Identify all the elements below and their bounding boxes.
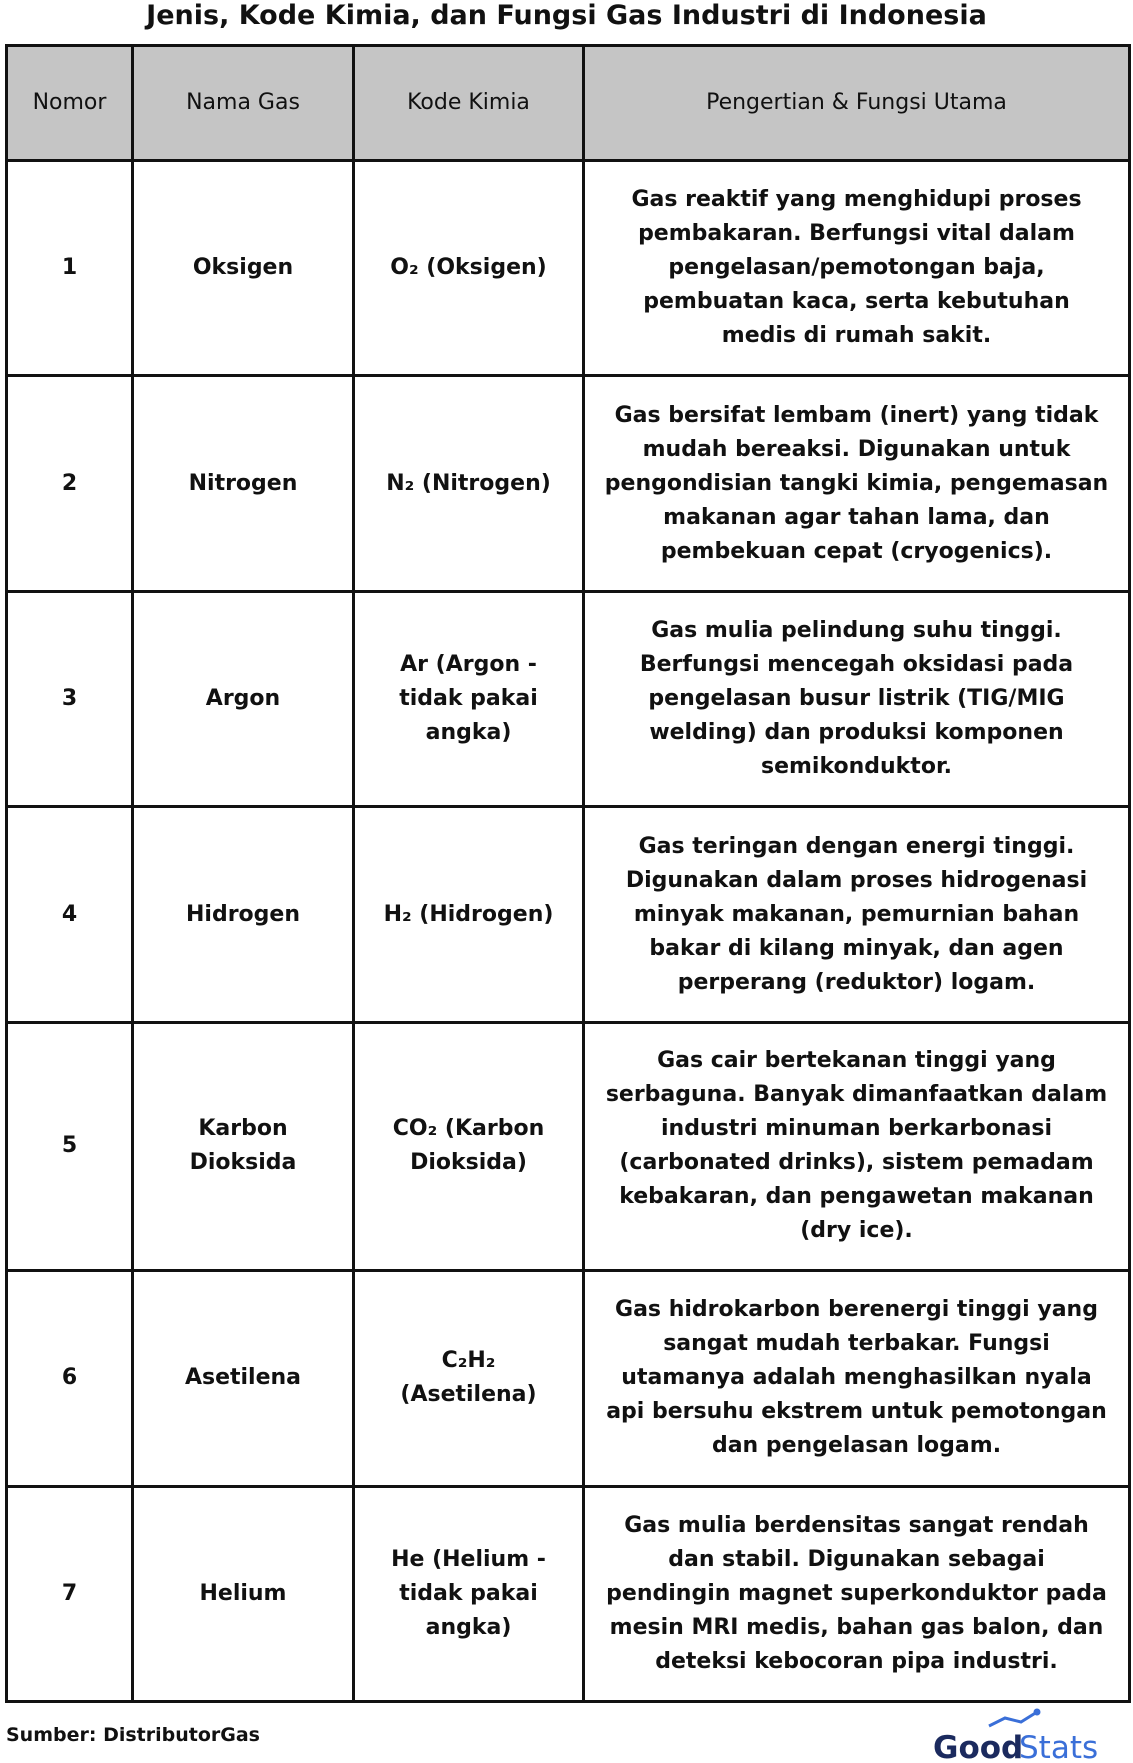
header-nama-gas: Nama Gas: [133, 46, 354, 161]
gas-name: Oksigen: [133, 161, 354, 376]
gas-description: Gas teringan dengan energi tinggi. Digunakan dalam proses hidrogenasi minyak makanan, pemurnian bahan bakar di kilang minyak, dan agen perperang (reduktor) logam.: [584, 807, 1130, 1022]
gas-name: Argon: [133, 591, 354, 806]
row-number: 7: [7, 1486, 133, 1701]
gas-description: Gas mulia berdensitas sangat rendah dan stabil. Digunakan sebagai pendingin magnet superkonduktor pada mesin MRI medis, bahan gas balon, dan deteksi kebocoran pipa industri.: [584, 1486, 1130, 1701]
gas-description: Gas mulia pelindung suhu tinggi. Berfungsi mencegah oksidasi pada pengelasan busur listrik (TIG/MIG welding) dan produksi komponen semikonduktor.: [584, 591, 1130, 806]
table-header: [7, 46, 1130, 161]
gas-description: Gas hidrokarbon berenergi tinggi yang sangat mudah terbakar. Fungsi utamanya adalah menghasilkan nyala api bersuhu ekstrem untuk pemotongan dan pengelasan logam.: [584, 1271, 1130, 1486]
header-nomor: Nomor: [7, 46, 133, 161]
logo-trend-line-icon: [989, 1712, 1037, 1726]
gas-table: [5, 44, 1131, 1703]
gas-name: Nitrogen: [133, 376, 354, 591]
table-body: [7, 161, 1130, 1702]
logo-text-good: Good: [933, 1730, 1024, 1763]
row-number: 3: [7, 591, 133, 806]
table-row: [7, 161, 1130, 376]
header-pengertian: Pengertian & Fungsi Utama: [584, 46, 1130, 161]
chemical-code: C₂H₂ (Asetilena): [354, 1271, 584, 1486]
chemical-code: CO₂ (Karbon Dioksida): [354, 1022, 584, 1270]
row-number: 2: [7, 376, 133, 591]
header-kode-kimia: Kode Kimia: [354, 46, 584, 161]
gas-description: Gas bersifat lembam (inert) yang tidak mudah bereaksi. Digunakan untuk pengondisian tangki kimia, pengemasan makanan agar tahan lama, dan pembekuan cepat (cryogenics).: [584, 376, 1130, 591]
logo-trend-dot-icon: [1034, 1709, 1041, 1716]
chemical-code: H₂ (Hidrogen): [354, 807, 584, 1022]
chemical-code: He (Helium - tidak pakai angka): [354, 1486, 584, 1701]
gas-name: Karbon Dioksida: [133, 1022, 354, 1270]
chemical-code: N₂ (Nitrogen): [354, 376, 584, 591]
row-number: 6: [7, 1271, 133, 1486]
row-number: 1: [7, 161, 133, 376]
table-row: [7, 807, 1130, 1022]
gas-name: Helium: [133, 1486, 354, 1701]
table-row: [7, 1271, 1130, 1486]
gas-name: Asetilena: [133, 1271, 354, 1486]
table-row: [7, 1486, 1130, 1701]
gas-description: Gas reaktif yang menghidupi proses pembakaran. Berfungsi vital dalam pengelasan/pemotongan baja, pembuatan kaca, serta kebutuhan medis di rumah sakit.: [584, 161, 1130, 376]
chemical-code: O₂ (Oksigen): [354, 161, 584, 376]
page-title: Jenis, Kode Kimia, dan Fungsi Gas Industri di Indonesia: [146, 0, 987, 31]
row-number: 4: [7, 807, 133, 1022]
source-note: Sumber: DistributorGas: [6, 1724, 260, 1746]
chemical-code: Ar (Argon - tidak pakai angka): [354, 591, 584, 806]
logo-text-stats: Stats: [1019, 1730, 1099, 1763]
gas-description: Gas cair bertekanan tinggi yang serbaguna. Banyak dimanfaatkan dalam industri minuman berkarbonasi (carbonated drinks), sistem pemadam kebakaran, dan pengawetan makanan (dry ice).: [584, 1022, 1130, 1270]
table-row: [7, 1022, 1130, 1270]
row-number: 5: [7, 1022, 133, 1270]
table-row: [7, 376, 1130, 591]
table-row: [7, 591, 1130, 806]
header-row: [7, 46, 1130, 161]
gas-name: Hidrogen: [133, 807, 354, 1022]
goodstats-logo: [933, 1708, 1123, 1763]
